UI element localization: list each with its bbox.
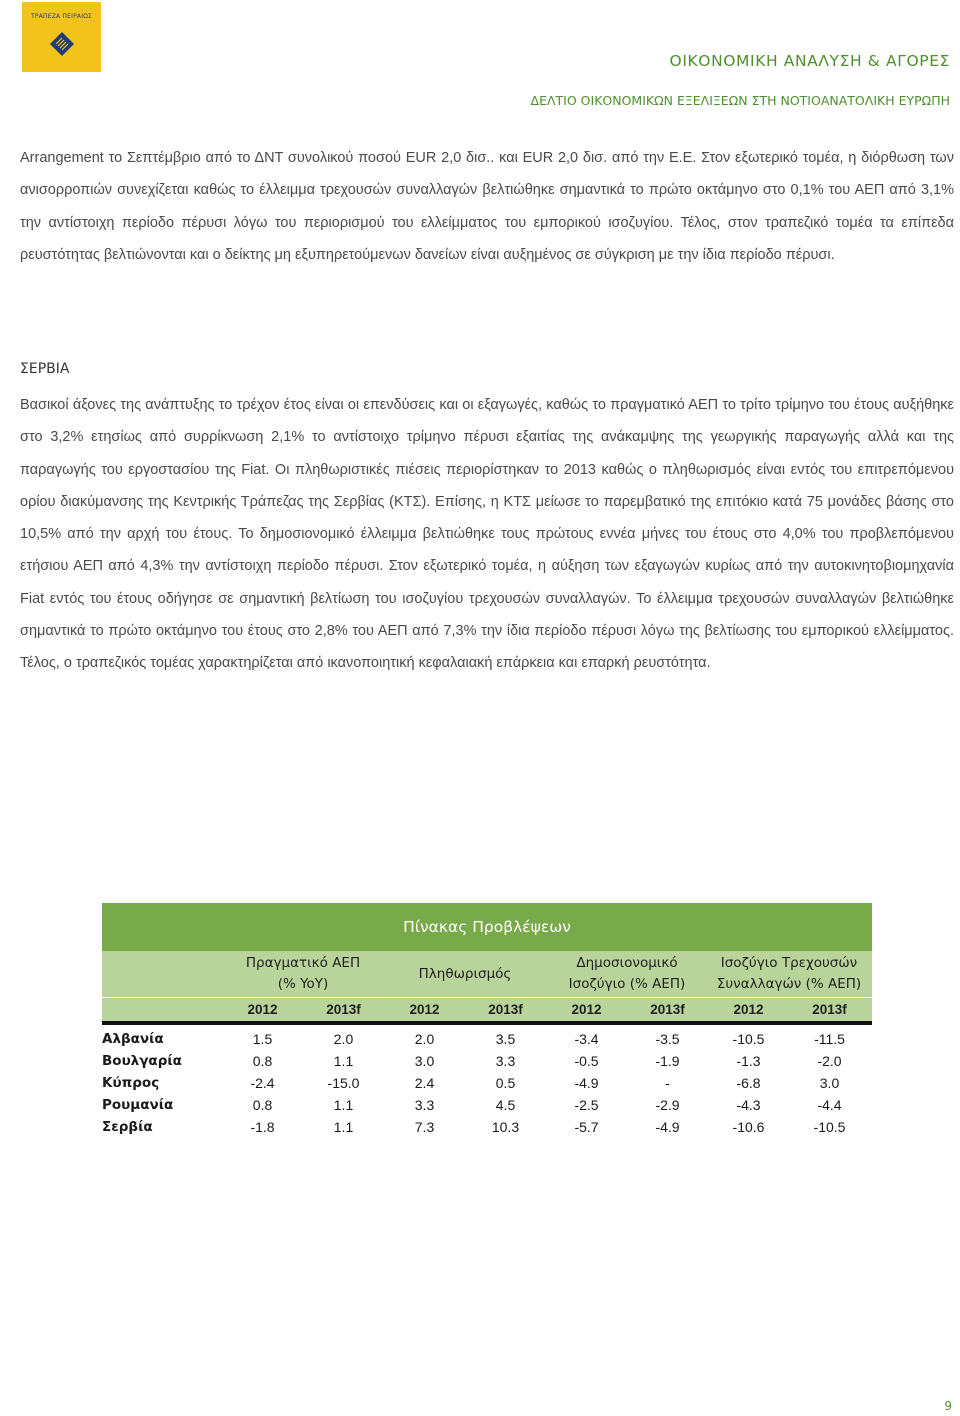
table-cell: 2.0 [414, 1031, 435, 1047]
forecast-table [102, 903, 872, 1138]
table-cell: 3.5 [495, 1031, 516, 1047]
intro-paragraph: Arrangement το Σεπτέμβριο από το ΔΝΤ συνολικού ποσού EUR 2,0 δισ.. και EUR 2,0 δισ. από την Ε.Ε. Στον εξωτερικό τομέα, η διόρθωση των ανισορροπιών συνεχίζεται καθώς το έλλειμμα τρεχουσών συναλλαγών βελτιώθηκε σημαντικά το πρώτο οκτάμηνο στο 0,1% του ΑΕΠ από 3,1% την αντίστοιχη περίοδο πέρυσι λόγω του περιορισμού του ελλείμματος του εμπορικού ισοζυγίου. Τέλος, στον τραπεζικό τομέα τα επίπεδα ρευστότητας βελτιώνονται και ο δείκτης μη εξυπηρετούμενων δανείων είναι αυξημένος σε σύγκριση με την ίδια περίοδο πέρυσι. [20, 150, 954, 263]
country-label: Κύπρος [102, 1075, 160, 1091]
year-header: 2013f [488, 1002, 523, 1017]
column-group-label: Πραγματικό ΑΕΠ [245, 955, 361, 971]
table-cell: -10.5 [813, 1119, 846, 1135]
country-label: Σερβία [102, 1119, 153, 1135]
table-cell: -4.9 [655, 1119, 680, 1135]
table-cell: 3.3 [414, 1097, 435, 1113]
table-cell: -1.8 [250, 1119, 275, 1135]
column-group-gdp [222, 951, 384, 997]
report-subtitle: ΔΕΛΤΙΟ ΟΙΚΟΝΟΜΙΚΩΝ ΕΞΕΛΙΞΕΩΝ ΣΤΗ ΝΟΤΙΟΑΝΑΤΟΛΙΚΗ ΕΥΡΩΠΗ [530, 93, 950, 108]
table-cell: 2.4 [414, 1075, 435, 1091]
table-cell: 1.1 [333, 1053, 354, 1069]
table-cell: -11.5 [814, 1031, 845, 1047]
table-cell: 1.5 [252, 1031, 273, 1047]
column-group-inflation [384, 951, 546, 997]
column-group-label: Συναλλαγών (% ΑΕΠ) [716, 976, 862, 992]
column-group-label: (% YoY) [277, 976, 329, 992]
piraeus-logo-icon [50, 32, 74, 56]
table-cell: 2.0 [333, 1031, 354, 1047]
table-row [102, 1094, 872, 1116]
year-header: 2013f [650, 1002, 685, 1017]
year-header: 2012 [571, 1002, 602, 1017]
year-header: 2012 [733, 1002, 764, 1017]
table-row [102, 1028, 872, 1050]
table-title: Πίνακας Προβλέψεων [102, 903, 872, 951]
table-cell: 1.1 [333, 1119, 354, 1135]
table-cell: 0.8 [252, 1053, 273, 1069]
table-cell: -3.5 [655, 1031, 680, 1047]
year-header: 2012 [409, 1002, 440, 1017]
table-cell: 3.0 [414, 1053, 435, 1069]
table-cell: -2.9 [655, 1097, 680, 1113]
table-cell: - [665, 1075, 670, 1091]
table-cell: -4.3 [736, 1097, 761, 1113]
section-heading-serbia: ΣΕΡΒΙΑ [20, 361, 70, 377]
country-label: Βουλγαρία [102, 1053, 182, 1069]
table-cell: -4.4 [817, 1097, 842, 1113]
year-header: 2012 [247, 1002, 278, 1017]
table-cell: -15.0 [327, 1075, 360, 1091]
table-cell: -10.5 [732, 1031, 765, 1047]
table-cell: -1.9 [655, 1053, 680, 1069]
table-column-groups [102, 951, 872, 997]
table-row [102, 1116, 872, 1138]
country-label: Αλβανία [102, 1031, 164, 1047]
year-header: 2013f [812, 1002, 847, 1017]
table-cell: -0.5 [574, 1053, 599, 1069]
serbia-paragraph: Βασικοί άξονες της ανάπτυξης το τρέχον έτος είναι οι επενδύσεις και οι εξαγωγές, καθώς το πραγματικό ΑΕΠ το τρίτο τρίμηνο του έτους αυξήθηκε στο 3,2% ετησίως από συρρίκνωση 2,1% το αντίστοιχο τρίμηνο πέρυσι εξαιτίας της ανάκαμψης της γεωργικής παραγωγής αλλά και της παραγωγής του εργοστασίου της Fiat. Οι πληθωριστικές πιέσεις περιορίστηκαν το 2013 καθώς ο πληθωρισμός είναι εντός του επιτρεπόμενου ορίου διακύμανσης της Κεντρικής Τράπεζας της Σερβίας (ΚΤΣ). Επίσης, η ΚΤΣ μείωσε το παρεμβατικό της επιτόκιο κατά 75 μονάδες βάσης στο 10,5% από την αρχή του έτους. Το δημοσιονομικό έλλειμμα βελτιώθηκε τους πρώτους εννέα μήνες του έτους στο 4,0% του προβλεπόμενου ετήσιου ΑΕΠ από 4,3% την αντίστοιχη περίοδο πέρυσι. Στον εξωτερικό τομέα, η αύξηση των εξαγωγών κυρίως από την αυτοκινητοβιομηχανία Fiat εντός του έτους οδήγησε σε σημαντική βελτίωση του ισοζυγίου τρεχουσών συναλλαγών. Το έλλειμμα τρεχουσών συναλλαγών βελτιώθηκε σημαντικά το πρώτο οκτάμηνο του έτους στο 2,8% του ΑΕΠ από 7,3% την ίδια περίοδο πέρυσι λόγω της βελτίωσης του εμπορικού ελλείμματος. Τέλος, ο τραπεζικός τομέας χαρακτηρίζεται από ικανοποιητική κεφαλαιακή επάρκεια και επαρκή ρευστότητα. [20, 397, 954, 672]
table-cell: 4.5 [495, 1097, 516, 1113]
table-cell: -2.0 [817, 1053, 842, 1069]
table-cell: -1.3 [736, 1053, 761, 1069]
table-cell: 7.3 [414, 1119, 435, 1135]
table-cell: -10.6 [732, 1119, 765, 1135]
table-cell: -6.8 [736, 1075, 761, 1091]
table-cell: 3.3 [495, 1053, 516, 1069]
year-header: 2013f [326, 1002, 361, 1017]
table-cell: -4.9 [574, 1075, 599, 1091]
country-label: Ρουμανία [102, 1097, 174, 1113]
table-cell: 3.0 [819, 1075, 840, 1091]
table-row [102, 1050, 872, 1072]
column-group-fiscal-balance [546, 951, 708, 997]
column-group-label: Ισοζύγιο (% ΑΕΠ) [568, 976, 686, 992]
table-cell: -2.4 [250, 1075, 275, 1091]
table-cell: -5.7 [574, 1119, 599, 1135]
bank-logo [22, 2, 101, 72]
page-number: 9 [944, 1399, 952, 1413]
table-cell: -3.4 [574, 1031, 599, 1047]
table-year-row [102, 997, 872, 1021]
column-group-current-account [708, 951, 870, 997]
table-cell: -2.5 [574, 1097, 599, 1113]
table-cell: 0.5 [495, 1075, 516, 1091]
column-group-label: Πληθωρισμός [418, 965, 512, 982]
report-title: ΟΙΚΟΝΟΜΙΚΗ ΑΝΑΛΥΣΗ & ΑΓΟΡΕΣ [669, 52, 950, 70]
table-cell: 10.3 [491, 1119, 520, 1135]
column-group-label: Ισοζύγιο Τρεχουσών [720, 955, 858, 971]
table-row [102, 1072, 872, 1094]
logo-text: ΤΡΑΠΕΖΑ ΠΕΙΡΑΙΩΣ [31, 13, 92, 20]
table-cell: 1.1 [333, 1097, 354, 1113]
table-cell: 0.8 [252, 1097, 273, 1113]
table-divider [102, 1021, 872, 1025]
column-group-label: Δημοσιονομικό [576, 955, 678, 971]
